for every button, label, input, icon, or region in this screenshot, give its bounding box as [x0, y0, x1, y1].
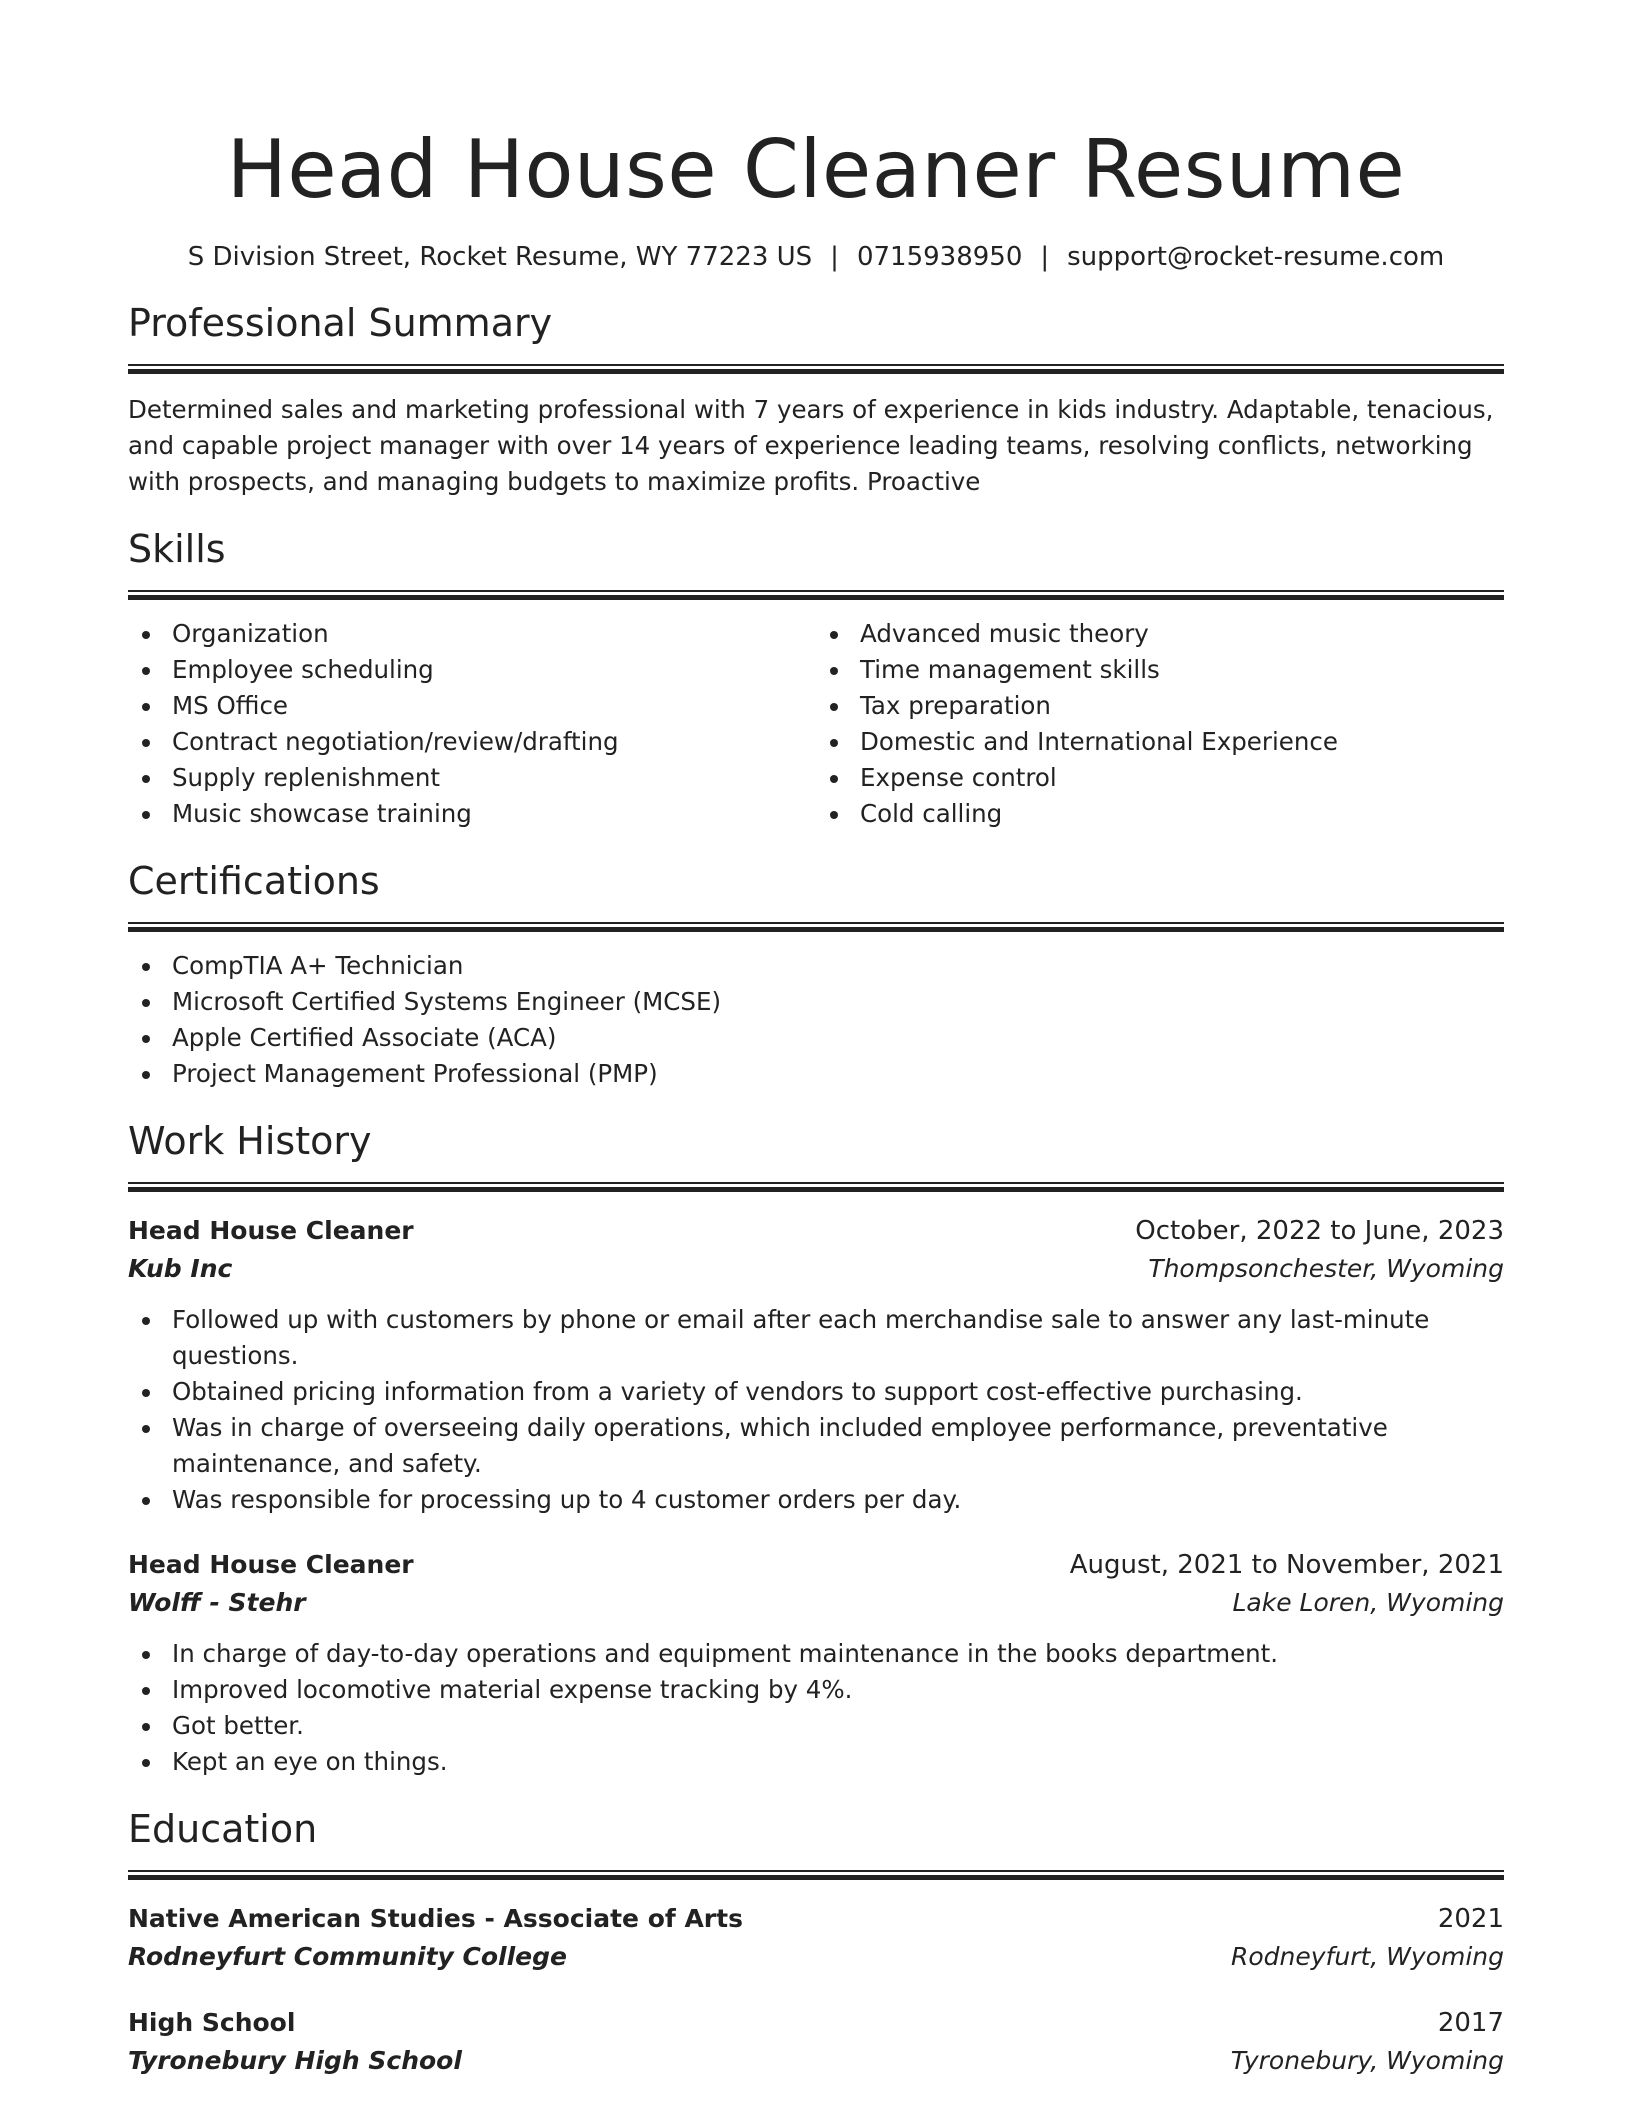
- skills-columns: [128, 616, 1504, 832]
- job-duty-item: Got better.: [128, 1708, 1504, 1744]
- job-duty-item: Was responsible for processing up to 4 customer orders per day.: [128, 1482, 1504, 1518]
- skill-item: Organization: [128, 616, 816, 652]
- section-heading-summary: Professional Summary: [128, 301, 553, 345]
- skill-item: Expense control: [816, 760, 1504, 796]
- certifications-list: [128, 948, 1504, 1092]
- education-location: Rodneyfurt, Wyoming: [1231, 1942, 1504, 1971]
- certification-item: Microsoft Certified Systems Engineer (MCSE): [128, 984, 1504, 1020]
- contact-separator: |: [830, 242, 839, 272]
- contact-phone: 0715938950: [856, 242, 1023, 272]
- job-duty-item: Improved locomotive material expense tracking by 4%.: [128, 1672, 1504, 1708]
- section-divider: [128, 922, 1504, 932]
- contact-address: S Division Street, Rocket Resume, WY 77223 US: [187, 242, 813, 272]
- education-header-row: [128, 1900, 1504, 1938]
- skill-item: MS Office: [128, 688, 816, 724]
- skill-item: Contract negotiation/review/drafting: [128, 724, 816, 760]
- resume-title: Head House Cleaner Resume: [226, 123, 1406, 216]
- education-year: 2017: [1437, 2008, 1504, 2038]
- work-history-section: [128, 1116, 1504, 1780]
- job-dates: August, 2021 to November, 2021: [1069, 1550, 1504, 1580]
- job-location: Thompsonchester, Wyoming: [1148, 1254, 1504, 1283]
- job-entry: [128, 1212, 1504, 1518]
- skills-section: [128, 524, 1504, 832]
- education-degree: High School: [128, 2008, 296, 2037]
- skill-item: Supply replenishment: [128, 760, 816, 796]
- section-heading-work-history: Work History: [128, 1119, 372, 1163]
- job-company: Kub Inc: [128, 1254, 233, 1283]
- summary-text: Determined sales and marketing professional with 7 years of experience in kids industry. Adaptable, tenacious, and capable project manager with over 14 years of experience leading teams, resolving conflicts, networking with prospects, and managing budgets to maximize profits. Proactive: [128, 395, 1494, 496]
- section-heading-skills: Skills: [128, 527, 226, 571]
- job-company-row: [128, 1584, 1504, 1622]
- section-divider: [128, 590, 1504, 600]
- job-dates: October, 2022 to June, 2023: [1135, 1216, 1504, 1246]
- job-company: Wolff - Stehr: [128, 1588, 306, 1617]
- education-section: [128, 1804, 1504, 2080]
- education-school: Rodneyfurt Community College: [128, 1942, 567, 1971]
- section-divider: [128, 1870, 1504, 1880]
- education-header-row: [128, 2004, 1504, 2042]
- job-header-row: [128, 1546, 1504, 1584]
- certifications-section: [128, 856, 1504, 1092]
- job-title: Head House Cleaner: [128, 1216, 414, 1245]
- education-entry: [128, 1900, 1504, 1976]
- skill-item: Time management skills: [816, 652, 1504, 688]
- job-duty-item: In charge of day-to-day operations and equipment maintenance in the books department.: [128, 1636, 1504, 1672]
- skill-item: Domestic and International Experience: [816, 724, 1504, 760]
- resume-page: [128, 120, 1504, 2080]
- job-header-row: [128, 1212, 1504, 1250]
- job-duty-item: Was in charge of overseeing daily operations, which included employee performance, preventative maintenance, and safety.: [128, 1410, 1504, 1482]
- contact-separator: |: [1040, 242, 1050, 272]
- skill-item: Advanced music theory: [816, 616, 1504, 652]
- skill-item: Music showcase training: [128, 796, 816, 832]
- skill-item: Tax preparation: [816, 688, 1504, 724]
- certification-item: CompTIA A+ Technician: [128, 948, 1504, 984]
- section-heading-education: Education: [128, 1807, 318, 1851]
- skill-item: Employee scheduling: [128, 652, 816, 688]
- education-location: Tyronebury, Wyoming: [1230, 2046, 1504, 2075]
- education-year: 2021: [1437, 1904, 1504, 1934]
- contact-line: [128, 240, 1504, 274]
- education-school-row: [128, 2042, 1504, 2080]
- job-duties-list: [128, 1636, 1504, 1780]
- job-entry: [128, 1546, 1504, 1780]
- job-company-row: [128, 1250, 1504, 1288]
- job-duty-item: Obtained pricing information from a variety of vendors to support cost-effective purchasing.: [128, 1374, 1504, 1410]
- certification-item: Apple Certified Associate (ACA): [128, 1020, 1504, 1056]
- summary-section: [128, 298, 1504, 500]
- job-location: Lake Loren, Wyoming: [1232, 1588, 1504, 1617]
- job-duty-item: Followed up with customers by phone or email after each merchandise sale to answer any last-minute questions.: [128, 1302, 1504, 1374]
- contact-email[interactable]: support@rocket-resume.com: [1067, 242, 1445, 272]
- skill-item: Cold calling: [816, 796, 1504, 832]
- certification-item: Project Management Professional (PMP): [128, 1056, 1504, 1092]
- education-degree: Native American Studies - Associate of Arts: [128, 1904, 743, 1933]
- section-divider: [128, 364, 1504, 374]
- job-title: Head House Cleaner: [128, 1550, 414, 1579]
- education-school: Tyronebury High School: [128, 2046, 462, 2075]
- education-entry: [128, 2004, 1504, 2080]
- skills-list-left: [128, 616, 816, 832]
- skills-list-right: [816, 616, 1504, 832]
- section-divider: [128, 1182, 1504, 1192]
- education-school-row: [128, 1938, 1504, 1976]
- section-heading-certifications: Certifications: [128, 859, 380, 903]
- job-duty-item: Kept an eye on things.: [128, 1744, 1504, 1780]
- job-duties-list: [128, 1302, 1504, 1518]
